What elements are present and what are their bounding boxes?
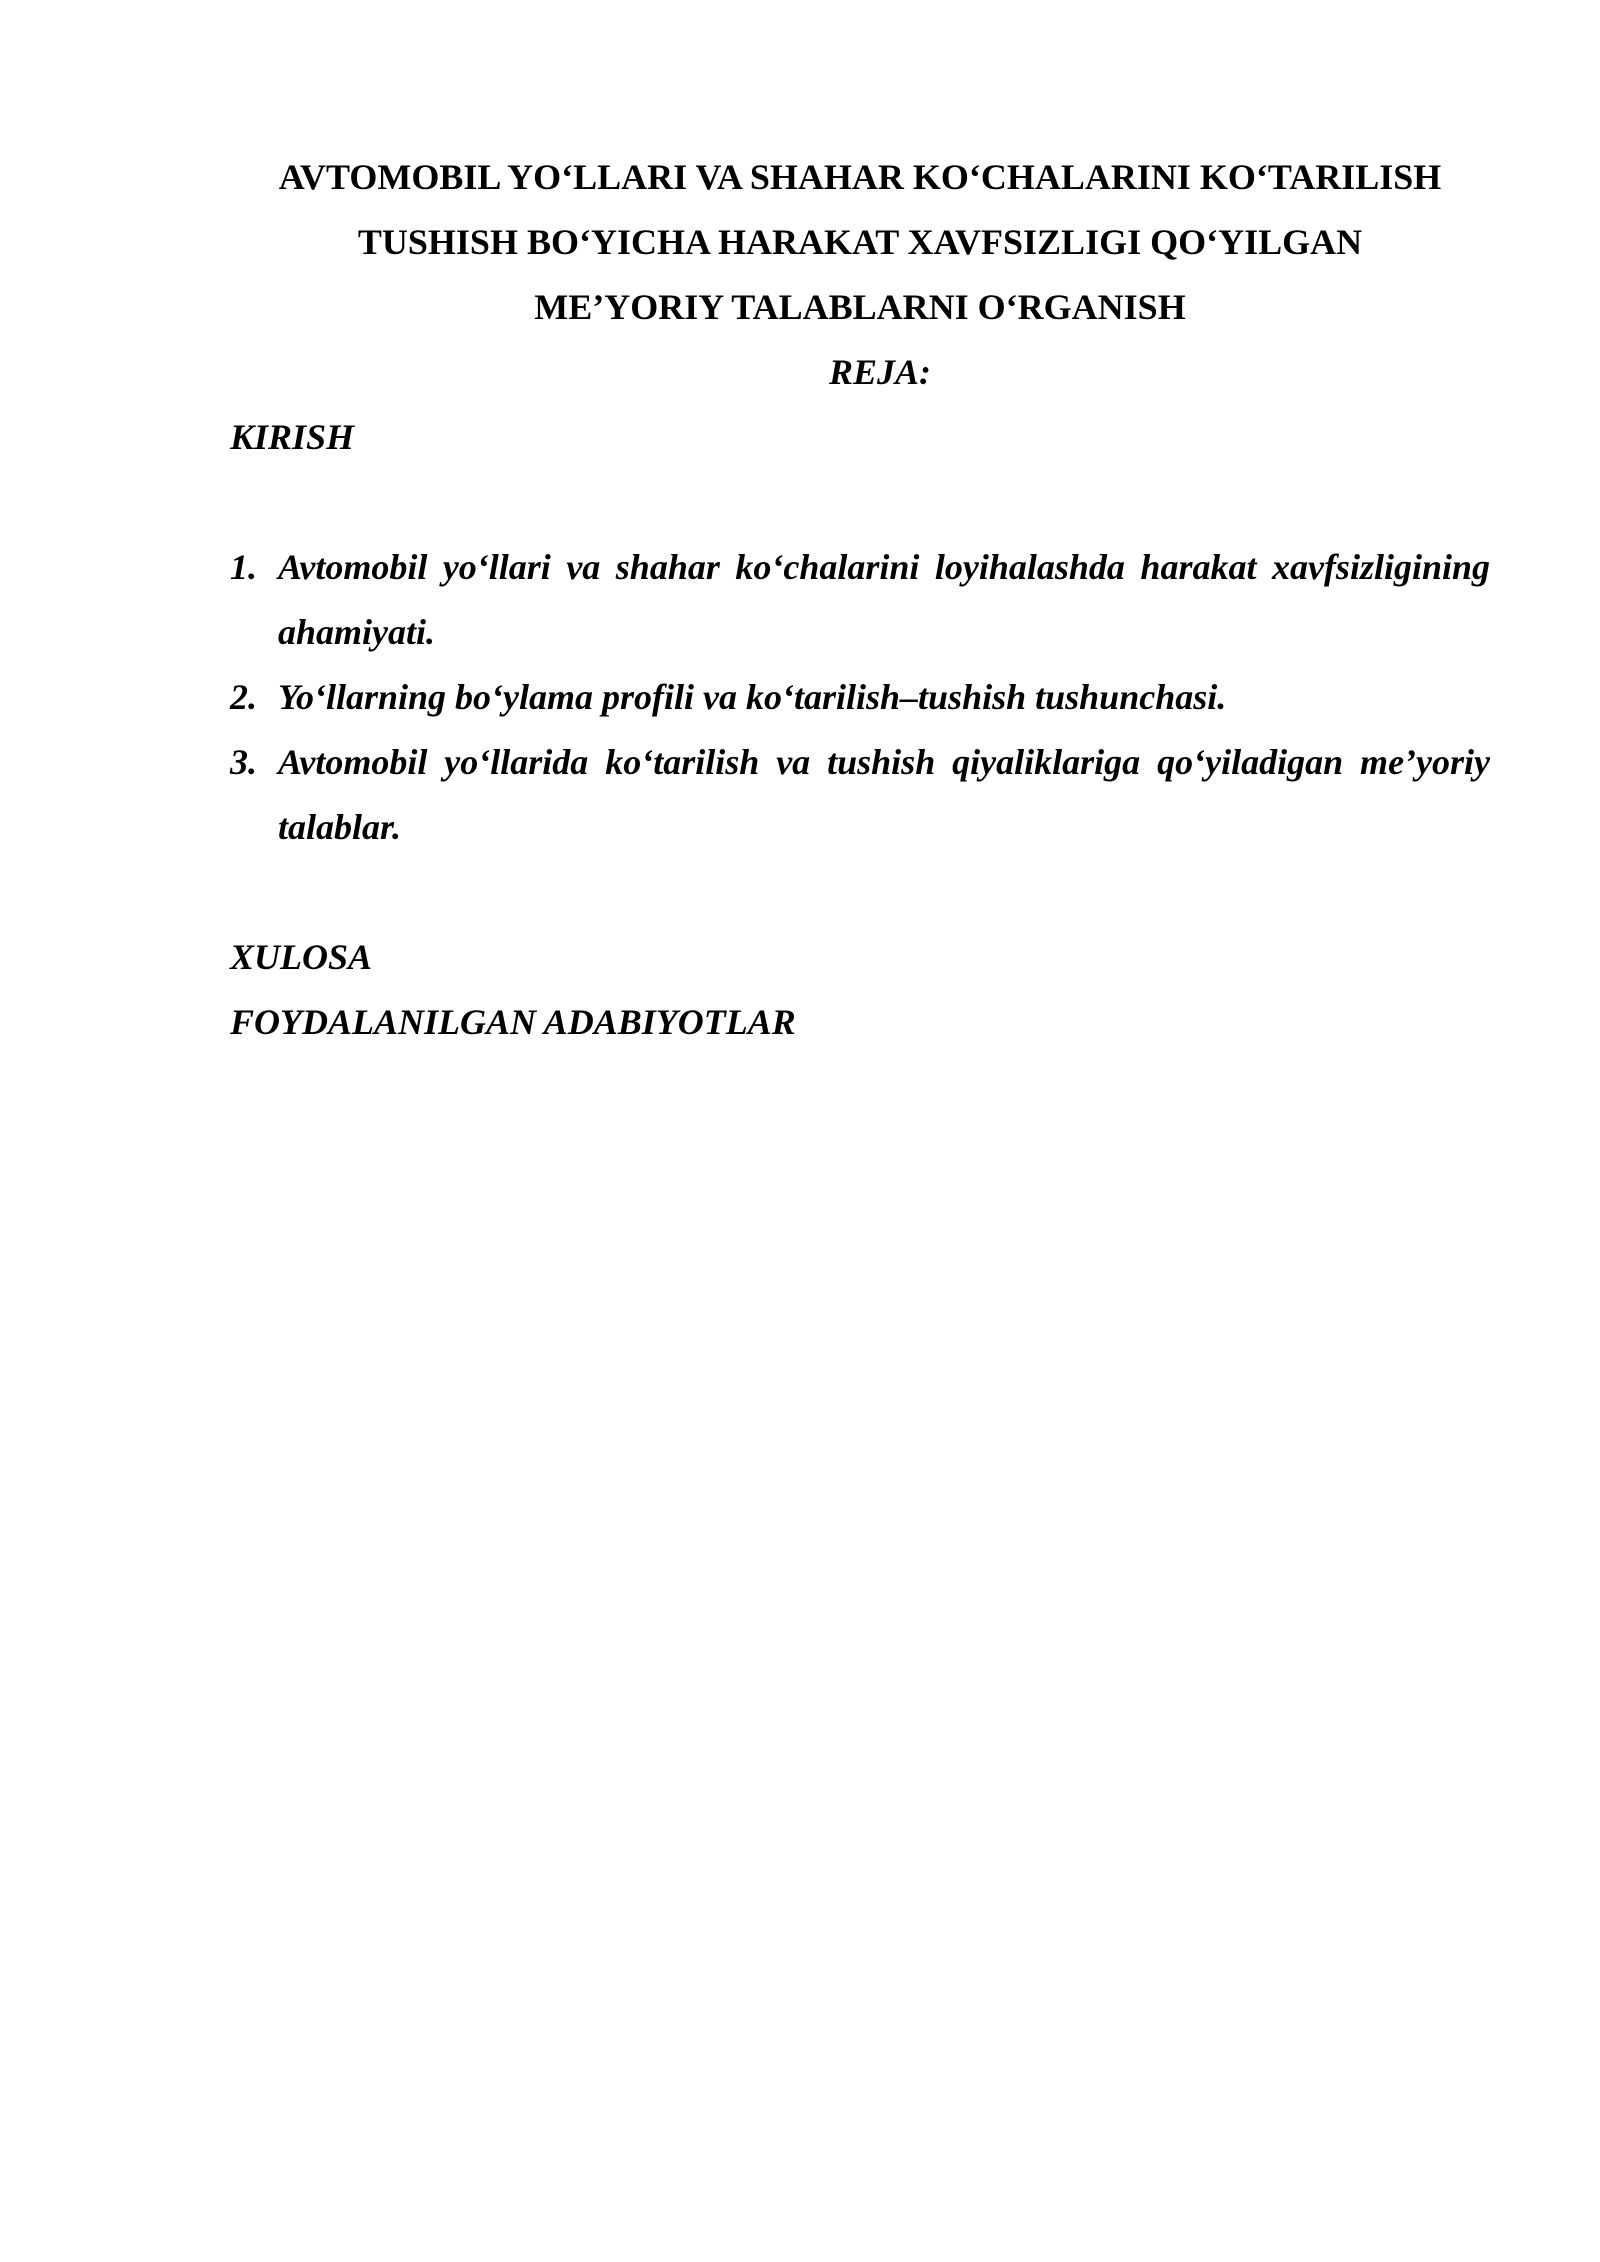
plan-item-text: Yo‘llarning bo‘ylama profili va ko‘tarilish–tushish tushunchasi.	[278, 677, 1227, 717]
plan-item-3	[230, 730, 1490, 860]
intro-label: KIRISH	[230, 417, 355, 457]
plan-heading: REJA:	[828, 352, 932, 392]
plan-item-1	[230, 535, 1490, 665]
spacer	[230, 860, 1490, 925]
plan-item-text: Avtomobil yo‘llarida ko‘tarilish va tushish qiyaliklariga qo‘yiladigan me’yoriy talablar.	[278, 742, 1490, 847]
spacer	[230, 470, 1490, 535]
title-line-1: AVTOMOBIL YO‘LLARI VA SHAHAR KO‘CHALARINI KO‘TARILISH	[278, 157, 1442, 197]
title-line-3: ME’YORIY TALABLARNI O‘RGANISH	[534, 287, 1186, 327]
plan-item-number: 1.	[230, 547, 257, 587]
plan-item-2	[230, 665, 1490, 730]
document-title	[230, 145, 1490, 340]
conclusion-label: XULOSA	[230, 937, 373, 977]
plan-item-number: 3.	[230, 742, 257, 782]
document-content	[230, 145, 1490, 1055]
title-line-2: TUSHISH BO‘YICHA HARAKAT XAVFSIZLIGI QO‘YILGAN	[357, 222, 1363, 262]
plan-list	[230, 535, 1490, 860]
references-label: FOYDALANILGAN ADABIYOTLAR	[230, 1002, 796, 1042]
plan-item-text: Avtomobil yo‘llari va shahar ko‘chalarini loyihalashda harakat xavfsizligining ahamiyati.	[278, 547, 1490, 652]
plan-item-number: 2.	[230, 677, 257, 717]
